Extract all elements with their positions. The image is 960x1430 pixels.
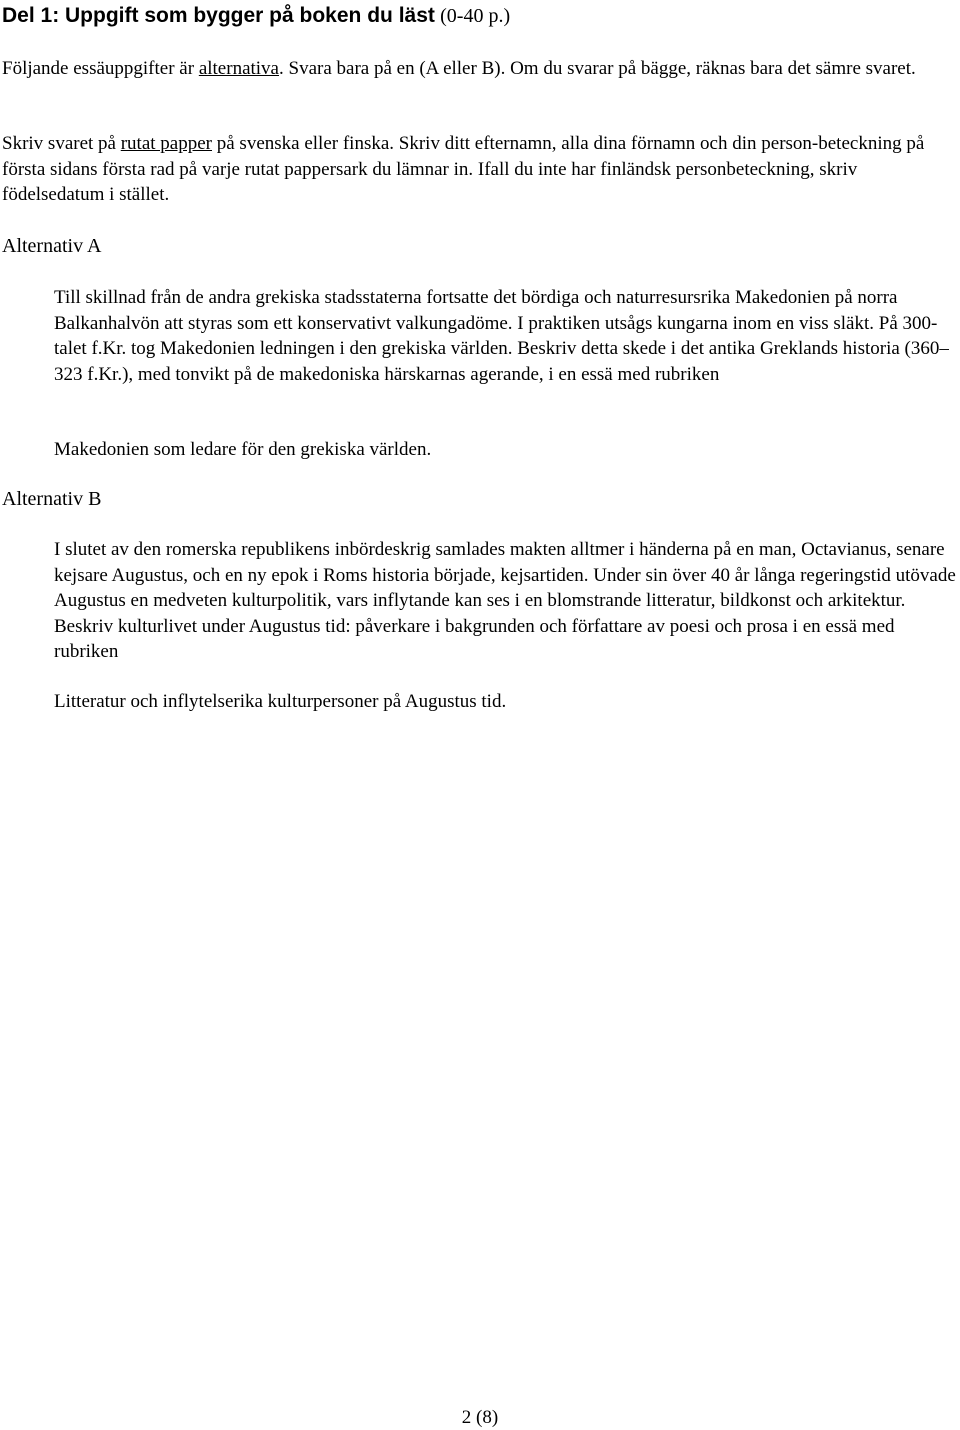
instruction-paragraph-answer-sheet bbox=[2, 131, 958, 208]
alternative-a-heading: Alternativ A bbox=[2, 235, 102, 257]
instruction-paragraph-alternatives bbox=[2, 56, 958, 82]
underlined-term-rutat-papper: rutat papper bbox=[120, 133, 212, 154]
instruction-text: på svenska eller finska. Skriv ditt efternamn, alla dina förnamn och din person-beteckning på första sidans första rad på varje rutat pappersark du lämnar in. Ifall du inte har finländsk personbeteckning, skriv födelsedatum i stället. bbox=[2, 133, 925, 205]
alternative-a-essay-title: Makedonien som ledare för den grekiska världen. bbox=[54, 439, 432, 460]
instruction-text: . Svara bara på en (A eller B). Om du svarar på bägge, räknas bara det sämre svaret. bbox=[279, 58, 916, 79]
alternative-b-heading: Alternativ B bbox=[2, 488, 102, 510]
section-title: Del 1: Uppgift som bygger på boken du läst bbox=[2, 4, 435, 27]
underlined-term-alternativa: alternativa bbox=[198, 58, 279, 79]
alternative-a-question: Till skillnad från de andra grekiska stadsstaterna fortsatte det bördiga och naturresursrika Makedonien på norra Balkanhalvön att styras som ett konservativt valkungadöme. I praktiken utsågs kungarna inom en viss släkt. På 300-talet f.Kr. tog Makedonien ledningen i den grekiska världen. Beskriv detta skede i det antika Greklands historia (360–323 f.Kr.), med tonvikt på de makedoniska härskarnas agerande, i en essä med rubriken bbox=[54, 287, 949, 385]
instruction-text: Skriv svaret på bbox=[2, 133, 121, 154]
section-points: (0-40 p.) bbox=[440, 5, 511, 27]
page-number: 2 (8) bbox=[461, 1407, 499, 1428]
alternative-b-question: I slutet av den romerska republikens inbördeskrig samlades makten alltmer i händerna på en man, Octavianus, senare kejsare Augustus, och en ny epok i Roms historia började, kejsartiden. Under sin över 40 år långa regeringstid utövade Augustus en medveten kulturpolitik, vars inflytande kan ses i en blomstrande litteratur, bildkonst och arkitektur. Beskriv kulturlivet under Augustus tid: påverkare i bakgrunden och författare av poesi och prosa i en essä med rubriken bbox=[54, 539, 956, 662]
section-heading bbox=[2, 2, 510, 29]
alternative-b-essay-title: Litteratur och inflytelserika kulturpersoner på Augustus tid. bbox=[54, 691, 507, 712]
instruction-text: Följande essäuppgifter är bbox=[2, 58, 199, 79]
